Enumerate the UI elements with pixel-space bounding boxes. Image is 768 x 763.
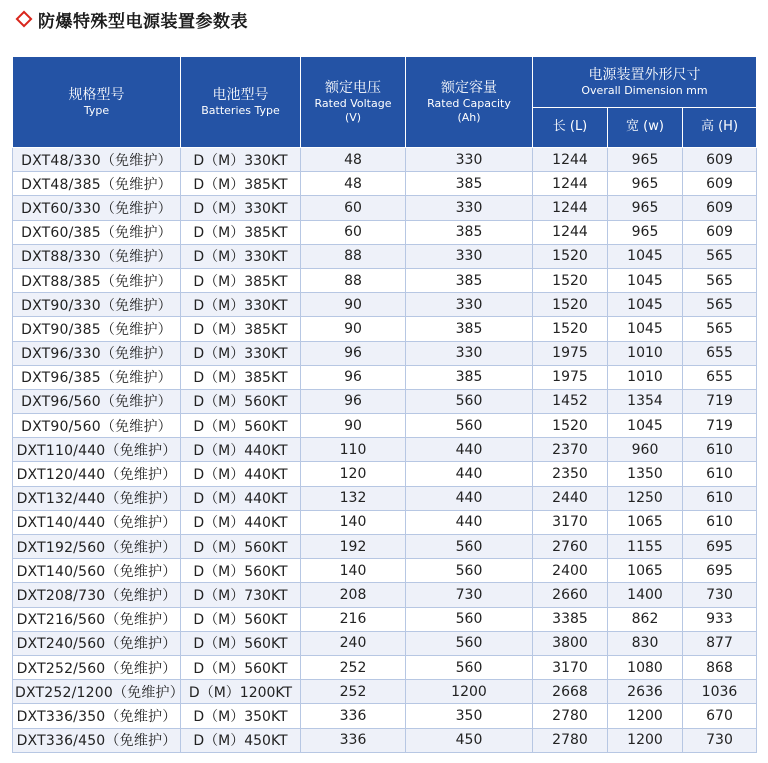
cell-voltage: 132 (301, 486, 406, 510)
table-row (13, 462, 757, 486)
cell-battery-type: D（M）440KT (181, 486, 301, 510)
cell-height: 730 (683, 728, 757, 752)
cell-capacity: 440 (406, 486, 533, 510)
cell-height: 695 (683, 559, 757, 583)
table-row (13, 559, 757, 583)
cell-width: 965 (608, 220, 683, 244)
cell-capacity: 330 (406, 196, 533, 220)
cell-width: 1350 (608, 462, 683, 486)
diamond-icon (16, 11, 33, 28)
header-rated-voltage: 额定电压 Rated Voltage (V) (301, 57, 406, 148)
cell-battery-type: D（M）450KT (181, 728, 301, 752)
cell-length: 1520 (533, 317, 608, 341)
table-row (13, 220, 757, 244)
cell-capacity: 560 (406, 631, 533, 655)
cell-capacity: 560 (406, 389, 533, 413)
cell-capacity: 560 (406, 535, 533, 559)
cell-length: 3170 (533, 655, 608, 679)
cell-length: 1244 (533, 148, 608, 172)
table-row (13, 172, 757, 196)
cell-height: 565 (683, 268, 757, 292)
header-length: 长 (L) (533, 108, 608, 148)
cell-length: 2350 (533, 462, 608, 486)
table-body (13, 148, 757, 753)
cell-width: 1080 (608, 655, 683, 679)
cell-capacity: 385 (406, 365, 533, 389)
table-row (13, 293, 757, 317)
cell-length: 1452 (533, 389, 608, 413)
cell-voltage: 96 (301, 389, 406, 413)
cell-voltage: 90 (301, 414, 406, 438)
cell-capacity: 385 (406, 220, 533, 244)
cell-width: 1010 (608, 365, 683, 389)
cell-length: 1244 (533, 172, 608, 196)
table-row (13, 244, 757, 268)
cell-battery-type: D（M）560KT (181, 414, 301, 438)
cell-length: 2780 (533, 704, 608, 728)
cell-height: 730 (683, 583, 757, 607)
cell-voltage: 88 (301, 268, 406, 292)
cell-voltage: 216 (301, 607, 406, 631)
cell-type: DXT88/330（免维护） (13, 244, 181, 268)
cell-voltage: 336 (301, 704, 406, 728)
cell-type: DXT216/560（免维护） (13, 607, 181, 631)
cell-voltage: 60 (301, 196, 406, 220)
cell-voltage: 60 (301, 220, 406, 244)
cell-type: DXT336/350（免维护） (13, 704, 181, 728)
cell-battery-type: D（M）440KT (181, 438, 301, 462)
cell-voltage: 140 (301, 510, 406, 534)
cell-battery-type: D（M）560KT (181, 631, 301, 655)
header-rated-capacity: 额定容量 Rated Capacity (Ah) (406, 57, 533, 148)
cell-width: 1010 (608, 341, 683, 365)
page-title: 防爆特殊型电源装置参数表 (38, 11, 248, 32)
cell-height: 565 (683, 244, 757, 268)
cell-length: 3170 (533, 510, 608, 534)
cell-type: DXT252/1200（免维护） (13, 680, 181, 704)
table-row (13, 704, 757, 728)
cell-height: 719 (683, 414, 757, 438)
cell-battery-type: D（M）330KT (181, 293, 301, 317)
cell-battery-type: D（M）560KT (181, 559, 301, 583)
cell-length: 2780 (533, 728, 608, 752)
cell-battery-type: D（M）560KT (181, 535, 301, 559)
cell-capacity: 560 (406, 655, 533, 679)
cell-width: 1045 (608, 414, 683, 438)
cell-height: 609 (683, 220, 757, 244)
cell-type: DXT90/385（免维护） (13, 317, 181, 341)
cell-width: 1400 (608, 583, 683, 607)
cell-capacity: 1200 (406, 680, 533, 704)
cell-voltage: 252 (301, 680, 406, 704)
cell-voltage: 120 (301, 462, 406, 486)
cell-type: DXT60/330（免维护） (13, 196, 181, 220)
cell-length: 2440 (533, 486, 608, 510)
cell-height: 695 (683, 535, 757, 559)
cell-height: 877 (683, 631, 757, 655)
cell-width: 1065 (608, 559, 683, 583)
cell-battery-type: D（M）385KT (181, 268, 301, 292)
cell-capacity: 560 (406, 414, 533, 438)
cell-width: 960 (608, 438, 683, 462)
cell-height: 609 (683, 148, 757, 172)
header-overall-dimension: 电源装置外形尺寸 Overall Dimension mm (533, 57, 757, 108)
cell-height: 670 (683, 704, 757, 728)
cell-width: 965 (608, 148, 683, 172)
cell-battery-type: D（M）385KT (181, 365, 301, 389)
cell-type: DXT96/385（免维护） (13, 365, 181, 389)
cell-height: 609 (683, 172, 757, 196)
cell-capacity: 560 (406, 607, 533, 631)
cell-height: 610 (683, 486, 757, 510)
cell-type: DXT240/560（免维护） (13, 631, 181, 655)
cell-battery-type: D（M）385KT (181, 220, 301, 244)
cell-width: 1155 (608, 535, 683, 559)
cell-height: 565 (683, 293, 757, 317)
cell-battery-type: D（M）560KT (181, 389, 301, 413)
cell-type: DXT90/330（免维护） (13, 293, 181, 317)
cell-type: DXT140/440（免维护） (13, 510, 181, 534)
cell-voltage: 48 (301, 172, 406, 196)
cell-width: 1045 (608, 244, 683, 268)
cell-length: 1975 (533, 341, 608, 365)
cell-height: 655 (683, 341, 757, 365)
cell-voltage: 192 (301, 535, 406, 559)
header-height: 高 (H) (683, 108, 757, 148)
cell-width: 1200 (608, 704, 683, 728)
cell-length: 3385 (533, 607, 608, 631)
cell-length: 2760 (533, 535, 608, 559)
cell-battery-type: D（M）385KT (181, 317, 301, 341)
cell-voltage: 208 (301, 583, 406, 607)
cell-voltage: 96 (301, 365, 406, 389)
cell-capacity: 330 (406, 148, 533, 172)
page-title-bar (14, 8, 248, 30)
table-row (13, 414, 757, 438)
cell-width: 1250 (608, 486, 683, 510)
cell-battery-type: D（M）1200KT (181, 680, 301, 704)
cell-capacity: 440 (406, 510, 533, 534)
cell-type: DXT48/330（免维护） (13, 148, 181, 172)
table-row (13, 728, 757, 752)
table-row (13, 268, 757, 292)
table-row (13, 148, 757, 172)
cell-height: 609 (683, 196, 757, 220)
cell-type: DXT192/560（免维护） (13, 535, 181, 559)
cell-voltage: 110 (301, 438, 406, 462)
table-row (13, 389, 757, 413)
cell-height: 610 (683, 510, 757, 534)
cell-width: 965 (608, 172, 683, 196)
cell-voltage: 88 (301, 244, 406, 268)
cell-width: 1065 (608, 510, 683, 534)
cell-width: 2636 (608, 680, 683, 704)
cell-capacity: 330 (406, 293, 533, 317)
table-row (13, 438, 757, 462)
cell-width: 1045 (608, 268, 683, 292)
cell-width: 1045 (608, 293, 683, 317)
cell-voltage: 48 (301, 148, 406, 172)
cell-voltage: 96 (301, 341, 406, 365)
cell-capacity: 440 (406, 462, 533, 486)
table-row (13, 510, 757, 534)
cell-voltage: 90 (301, 293, 406, 317)
cell-type: DXT96/330（免维护） (13, 341, 181, 365)
cell-height: 719 (683, 389, 757, 413)
cell-type: DXT96/560（免维护） (13, 389, 181, 413)
cell-length: 1244 (533, 220, 608, 244)
cell-height: 565 (683, 317, 757, 341)
table-row (13, 196, 757, 220)
cell-length: 1520 (533, 414, 608, 438)
table-row (13, 631, 757, 655)
cell-capacity: 330 (406, 341, 533, 365)
cell-battery-type: D（M）560KT (181, 655, 301, 679)
cell-battery-type: D（M）560KT (181, 607, 301, 631)
cell-battery-type: D（M）385KT (181, 172, 301, 196)
cell-type: DXT208/730（免维护） (13, 583, 181, 607)
cell-capacity: 440 (406, 438, 533, 462)
cell-length: 1975 (533, 365, 608, 389)
cell-voltage: 252 (301, 655, 406, 679)
cell-height: 655 (683, 365, 757, 389)
cell-type: DXT252/560（免维护） (13, 655, 181, 679)
cell-voltage: 140 (301, 559, 406, 583)
cell-capacity: 730 (406, 583, 533, 607)
cell-voltage: 336 (301, 728, 406, 752)
cell-battery-type: D（M）330KT (181, 244, 301, 268)
cell-width: 1045 (608, 317, 683, 341)
header-type: 规格型号 Type (13, 57, 181, 148)
header-width: 宽 (w) (608, 108, 683, 148)
cell-length: 3800 (533, 631, 608, 655)
cell-type: DXT88/385（免维护） (13, 268, 181, 292)
table-row (13, 486, 757, 510)
cell-capacity: 385 (406, 172, 533, 196)
cell-capacity: 560 (406, 559, 533, 583)
header-battery-type: 电池型号 Batteries Type (181, 57, 301, 148)
cell-length: 2370 (533, 438, 608, 462)
table-row (13, 607, 757, 631)
cell-battery-type: D（M）440KT (181, 462, 301, 486)
cell-length: 1520 (533, 268, 608, 292)
table-row (13, 341, 757, 365)
cell-type: DXT110/440（免维护） (13, 438, 181, 462)
cell-capacity: 385 (406, 268, 533, 292)
cell-battery-type: D（M）330KT (181, 148, 301, 172)
table-row (13, 365, 757, 389)
cell-battery-type: D（M）350KT (181, 704, 301, 728)
cell-type: DXT132/440（免维护） (13, 486, 181, 510)
cell-type: DXT120/440（免维护） (13, 462, 181, 486)
cell-length: 1520 (533, 244, 608, 268)
cell-capacity: 385 (406, 317, 533, 341)
cell-battery-type: D（M）330KT (181, 341, 301, 365)
cell-capacity: 330 (406, 244, 533, 268)
table-row (13, 655, 757, 679)
cell-voltage: 90 (301, 317, 406, 341)
cell-type: DXT90/560（免维护） (13, 414, 181, 438)
cell-height: 868 (683, 655, 757, 679)
cell-battery-type: D（M）330KT (181, 196, 301, 220)
cell-width: 965 (608, 196, 683, 220)
cell-width: 1200 (608, 728, 683, 752)
cell-width: 1354 (608, 389, 683, 413)
cell-voltage: 240 (301, 631, 406, 655)
cell-width: 862 (608, 607, 683, 631)
cell-length: 2400 (533, 559, 608, 583)
table-row (13, 317, 757, 341)
cell-height: 1036 (683, 680, 757, 704)
table-row (13, 535, 757, 559)
cell-width: 830 (608, 631, 683, 655)
cell-height: 610 (683, 462, 757, 486)
cell-height: 610 (683, 438, 757, 462)
cell-type: DXT60/385（免维护） (13, 220, 181, 244)
cell-battery-type: D（M）730KT (181, 583, 301, 607)
cell-capacity: 450 (406, 728, 533, 752)
cell-type: DXT48/385（免维护） (13, 172, 181, 196)
cell-battery-type: D（M）440KT (181, 510, 301, 534)
cell-length: 2660 (533, 583, 608, 607)
parameter-table (12, 56, 757, 753)
table-row (13, 583, 757, 607)
cell-type: DXT336/450（免维护） (13, 728, 181, 752)
cell-length: 2668 (533, 680, 608, 704)
cell-height: 933 (683, 607, 757, 631)
cell-length: 1244 (533, 196, 608, 220)
table-row (13, 680, 757, 704)
cell-length: 1520 (533, 293, 608, 317)
cell-capacity: 350 (406, 704, 533, 728)
cell-type: DXT140/560（免维护） (13, 559, 181, 583)
